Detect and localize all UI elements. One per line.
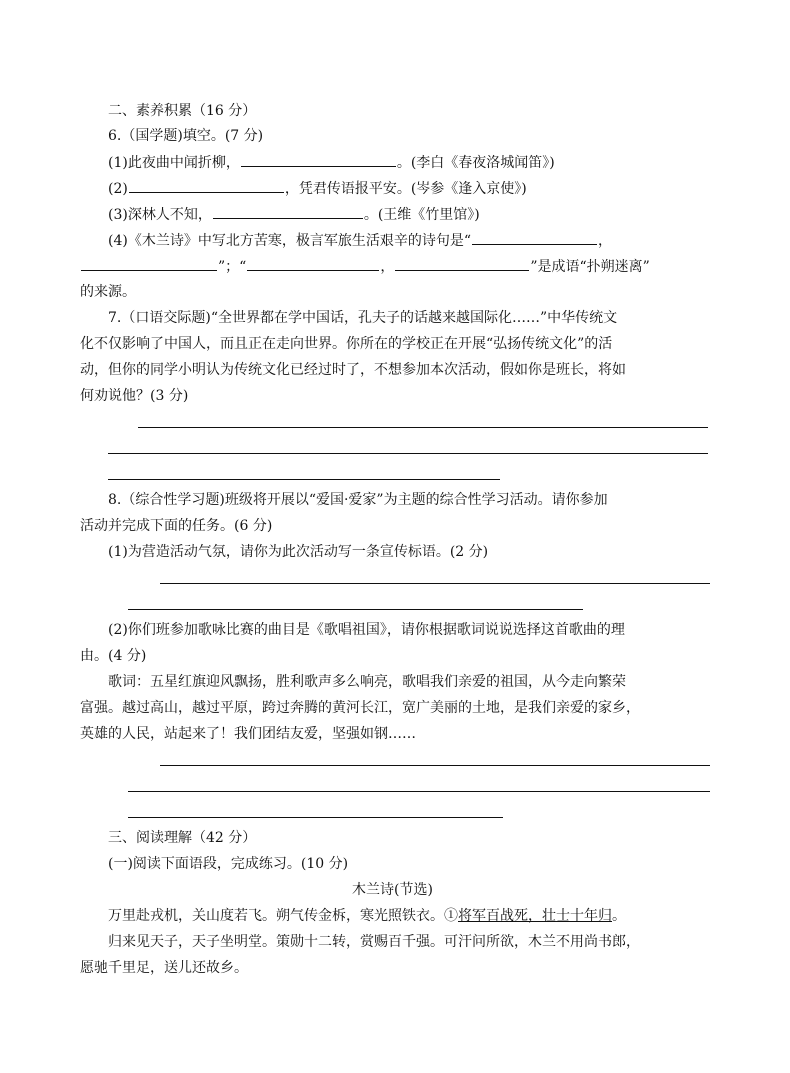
lyrics-line-3: 英雄的人民，站起来了！我们团结友爱，坚强如钢……: [80, 726, 416, 742]
answer-blank[interactable]: [241, 152, 396, 167]
answer-line[interactable]: [128, 609, 583, 610]
q6-item4-mid: ”；“: [218, 259, 247, 275]
q6-item4-comma: ，: [598, 233, 612, 249]
answer-blank[interactable]: [81, 256, 217, 271]
q6-item-2: [108, 178, 527, 199]
reading-part-1-instruction: (一)阅读下面语段，完成练习。(10 分): [108, 856, 349, 872]
q6-item-4-line-3: 的来源。: [80, 284, 136, 300]
answer-line[interactable]: [108, 479, 500, 480]
answer-line[interactable]: [138, 427, 708, 428]
q6-item1-suffix: 。(李白《春夜洛城闻笛》): [396, 155, 555, 171]
q6-item-1: [108, 152, 555, 173]
answer-line[interactable]: [128, 817, 503, 818]
poem-p1-text: 万里赴戎机，关山度若飞。朔气传金柝，寒光照铁衣。: [108, 908, 444, 924]
poem-title: 木兰诗(节选): [352, 882, 433, 898]
q7-line-3: 动，但你的同学小明认为传统文化已经过时了，不想参加本次活动，假如你是班长，将如: [80, 362, 626, 378]
poem-paragraph-2-line-1: 归来见天子，天子坐明堂。策勋十二转，赏赐百千强。可汗问所欲，木兰不用尚书郎，: [108, 934, 640, 950]
answer-blank[interactable]: [213, 204, 363, 219]
q6-item3-prefix: (3)深林人不知，: [108, 207, 212, 223]
q6-item1-prefix: (1)此夜曲中闻折柳，: [108, 155, 240, 171]
q8-line-1: 8.（综合性学习题)班级将开展以“爱国·爱家”为主题的综合性学习活动。请你参加: [108, 492, 608, 508]
q6-item4-text: (4)《木兰诗》中写北方苦寒，极言军旅生活艰辛的诗句是“: [108, 233, 471, 249]
lyrics-line-1: 歌词：五星红旗迎风飘扬，胜利歌声多么响亮，歌唱我们亲爱的祖国，从今走向繁荣: [108, 674, 626, 690]
answer-blank[interactable]: [247, 256, 379, 271]
q8-line-2: 活动并完成下面的任务。(6 分): [80, 518, 273, 534]
q6-item2-suffix: ，凭君传语报平安。(岑参《逢入京使》): [284, 181, 527, 197]
q6-item-3: [108, 204, 480, 225]
q6-item3-suffix: 。(王维《竹里馆》): [363, 207, 480, 223]
lyrics-line-2: 富强。越过高山，越过平原，跨过奔腾的黄河长江，宽广美丽的土地，是我们亲爱的家乡，: [80, 700, 640, 716]
q6-item2-prefix: (2): [108, 181, 128, 197]
q6-item-4-line-2: [80, 256, 650, 277]
q8-sub-2-line-2: 由。(4 分): [80, 648, 147, 664]
underlined-sentence: 将军百战死，壮士十年归: [458, 908, 612, 924]
q6-item4-comma: ，: [380, 259, 395, 275]
poem-paragraph-1: [108, 906, 626, 926]
q8-sub-2-line-1: (2)你们班参加歌咏比赛的曲目是《歌唱祖国》，请你根据歌词说说选择这首歌曲的理: [108, 622, 625, 638]
circled-number-one: ①: [444, 908, 458, 924]
poem-p1-end: 。: [612, 908, 626, 924]
answer-blank[interactable]: [472, 230, 597, 245]
q8-sub-1: (1)为营造活动气氛，请你为此次活动写一条宣传标语。(2 分): [108, 544, 489, 560]
q7-line-2: 化不仅影响了中国人，而且正在走向世界。你所在的学校正在开展“弘扬传统文化”的活: [80, 336, 613, 352]
answer-line[interactable]: [108, 453, 708, 454]
answer-line[interactable]: [160, 765, 710, 766]
q7-line-1: 7.（口语交际题)“全世界都在学中国话，孔夫子的话越来越国际化……”中华传统文: [108, 310, 618, 326]
section-3-heading: 三、阅读理解（42 分）: [108, 830, 257, 846]
answer-blank[interactable]: [129, 178, 284, 193]
poem-paragraph-2-line-2: 愿驰千里足，送儿还故乡。: [80, 960, 248, 976]
section-2-heading: 二、素养积累（16 分）: [108, 103, 257, 119]
answer-line[interactable]: [160, 583, 710, 584]
answer-blank[interactable]: [395, 256, 529, 271]
q7-line-4: 何劝说他？(3 分): [80, 388, 189, 404]
q6-item4-suffix: ”是成语“扑朔迷离”: [530, 259, 650, 275]
answer-line[interactable]: [128, 791, 710, 792]
q6-item-4-line-1: [108, 230, 612, 251]
q6-stem: 6.（国学题)填空。(7 分): [108, 128, 264, 144]
